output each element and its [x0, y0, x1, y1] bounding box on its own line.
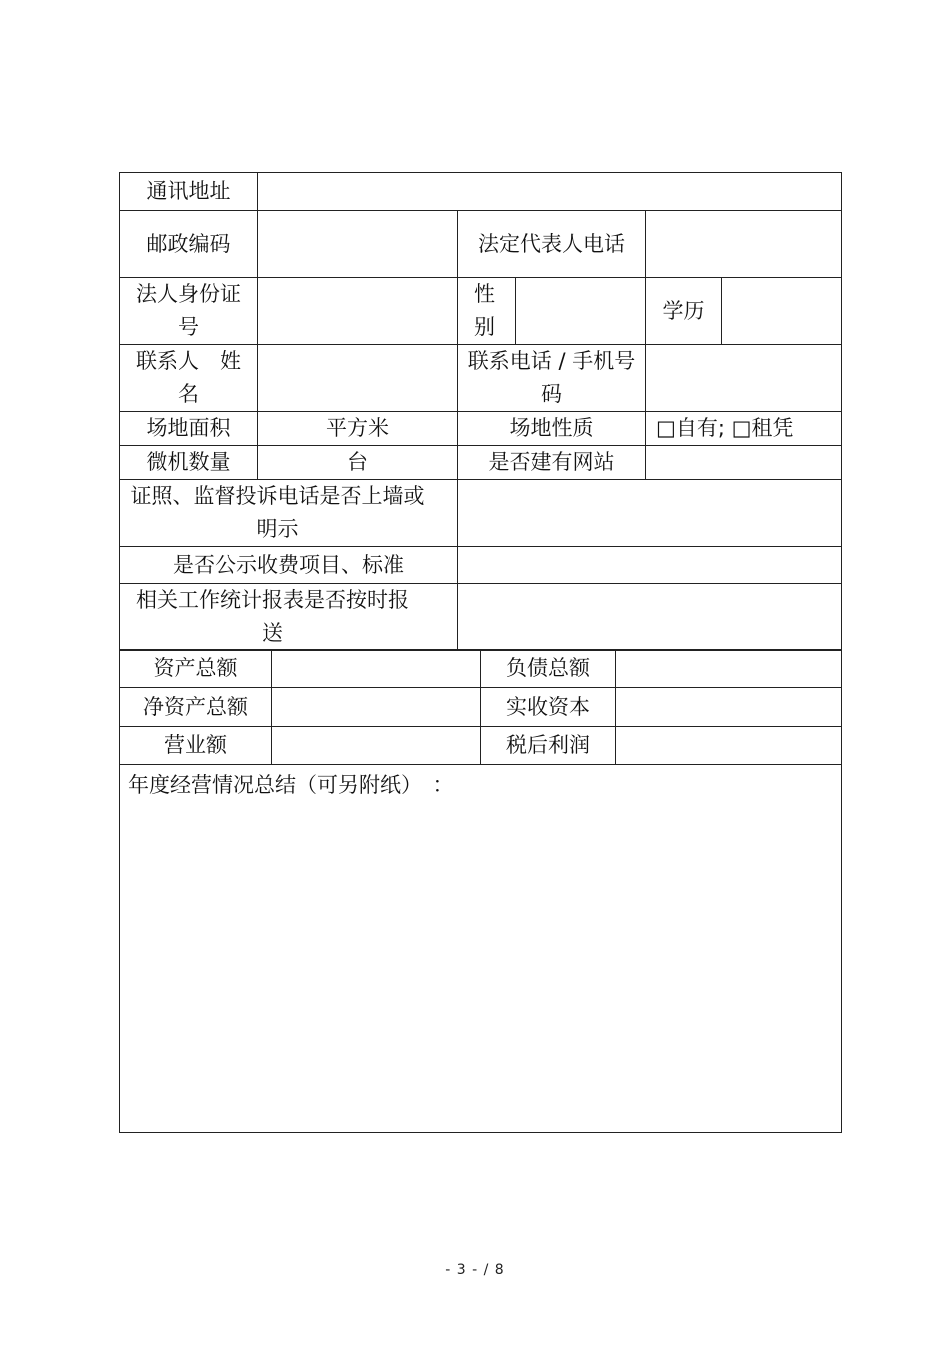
row-summary: [120, 765, 842, 1133]
area-label: 场地面积: [120, 412, 258, 446]
row-area: [120, 412, 842, 446]
gender-label: 性别: [458, 278, 516, 345]
total-liabilities-field[interactable]: [616, 650, 842, 688]
contact-phone-label: 联系电话 / 手机号码: [458, 345, 646, 412]
address-field[interactable]: [258, 173, 842, 211]
revenue-label: 营业额: [120, 727, 272, 765]
reports-label: 相关工作统计报表是否按时报送: [120, 584, 458, 651]
total-assets-field[interactable]: [272, 650, 481, 688]
legal-id-field[interactable]: [258, 278, 458, 345]
reports-field[interactable]: [458, 584, 842, 651]
row-postal: [120, 211, 842, 278]
row-assets: [120, 650, 842, 688]
row-reports: [120, 584, 842, 651]
license-label: 证照、监督投诉电话是否上墙或明示: [120, 480, 458, 547]
row-contact: [120, 345, 842, 412]
row-net-assets: [120, 688, 842, 727]
postal-field[interactable]: [258, 211, 458, 278]
legal-rep-phone-label: 法定代表人电话: [458, 211, 646, 278]
legal-id-label: 法人身份证号: [120, 278, 258, 345]
registration-table: [119, 172, 842, 651]
area-unit[interactable]: 平方米: [258, 412, 458, 446]
contact-phone-field[interactable]: [646, 345, 842, 412]
summary-label: 年度经营情况总结（可另附纸） ：: [128, 773, 454, 797]
row-address: [120, 173, 842, 211]
net-assets-label: 净资产总额: [120, 688, 272, 727]
computers-label: 微机数量: [120, 446, 258, 480]
summary-area[interactable]: [120, 765, 842, 1133]
after-tax-profit-field[interactable]: [616, 727, 842, 765]
paid-capital-label: 实收资本: [481, 688, 616, 727]
website-label: 是否建有网站: [458, 446, 646, 480]
legal-rep-phone-field[interactable]: [646, 211, 842, 278]
financial-table: [119, 649, 842, 1133]
postal-label: 邮政编码: [120, 211, 258, 278]
contact-field[interactable]: [258, 345, 458, 412]
education-field[interactable]: [722, 278, 842, 345]
after-tax-profit-label: 税后利润: [481, 727, 616, 765]
fees-field[interactable]: [458, 547, 842, 584]
license-field[interactable]: [458, 480, 842, 547]
paid-capital-field[interactable]: [616, 688, 842, 727]
total-assets-label: 资产总额: [120, 650, 272, 688]
gender-field[interactable]: [516, 278, 646, 345]
row-license: [120, 480, 842, 547]
computers-unit[interactable]: 台: [258, 446, 458, 480]
fees-label: 是否公示收费项目、标准: [120, 547, 458, 584]
row-fees: [120, 547, 842, 584]
contact-label: 联系人 姓名: [120, 345, 258, 412]
site-nature-options[interactable]: □自有; □租凭: [646, 412, 842, 446]
address-label: 通讯地址: [120, 173, 258, 211]
row-legal-id: [120, 278, 842, 345]
row-computers: [120, 446, 842, 480]
page-number: - 3 - / 8: [445, 1262, 505, 1278]
row-revenue: [120, 727, 842, 765]
revenue-field[interactable]: [272, 727, 481, 765]
total-liabilities-label: 负债总额: [481, 650, 616, 688]
site-nature-label: 场地性质: [458, 412, 646, 446]
website-field[interactable]: [646, 446, 842, 480]
education-label: 学历: [646, 278, 722, 345]
net-assets-field[interactable]: [272, 688, 481, 727]
